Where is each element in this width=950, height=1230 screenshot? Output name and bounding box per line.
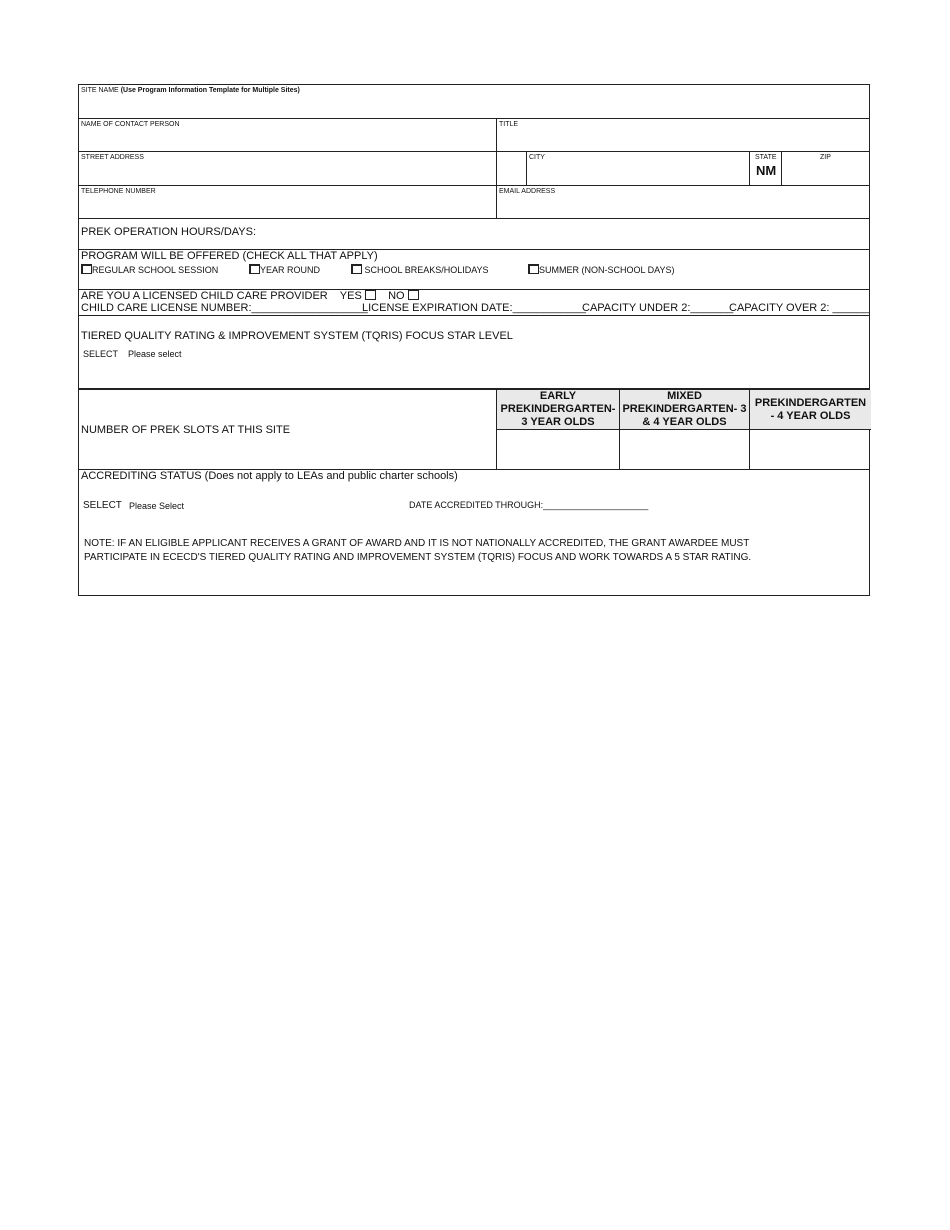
state-field[interactable] bbox=[749, 152, 782, 185]
licensed-yes-checkbox[interactable] bbox=[365, 290, 376, 300]
accreditation-note-line-2: PARTICIPATE IN ECECD'S TIERED QUALITY RATING AND IMPROVEMENT SYSTEM (TQRIS) FOCUS AND WORK TOWARDS A 5 STAR RATING. bbox=[84, 552, 752, 563]
capacity-over-2-field[interactable]: CAPACITY OVER 2: ______ bbox=[729, 302, 870, 314]
date-accredited-field[interactable]: DATE ACCREDITED THROUGH:_____________________ bbox=[409, 500, 649, 510]
accreditation-note-line-1: NOTE: IF AN ELIGIBLE APPLICANT RECEIVES A GRANT OF AWARD AND IT IS NOT NATIONALLY ACCREDITED, THE GRANT AWARDEE MUST bbox=[84, 538, 750, 549]
accreditation-select-label: SELECT bbox=[83, 500, 122, 511]
licensed-provider-question: ARE YOU A LICENSED CHILD CARE PROVIDER YES NO bbox=[81, 290, 419, 302]
city-field[interactable] bbox=[526, 152, 749, 185]
prek-hours-label: PREK OPERATION HOURS/DAYS: bbox=[81, 226, 257, 238]
street-address-label: STREET ADDRESS bbox=[81, 154, 144, 161]
contact-name-field[interactable] bbox=[79, 119, 496, 151]
telephone-label: TELEPHONE NUMBER bbox=[81, 188, 156, 195]
address-spacer bbox=[496, 152, 526, 185]
telephone-field[interactable] bbox=[79, 186, 496, 218]
email-field[interactable] bbox=[496, 186, 871, 218]
mixed-prek-slots-input[interactable] bbox=[620, 430, 749, 469]
regular-session-checkbox[interactable] bbox=[81, 264, 92, 274]
licensed-no-checkbox[interactable] bbox=[408, 290, 419, 300]
tqris-select[interactable]: Please select bbox=[128, 349, 182, 359]
year-round-checkbox[interactable] bbox=[249, 264, 260, 274]
state-label: STATE bbox=[755, 154, 777, 161]
title-label: TITLE bbox=[499, 121, 519, 128]
slots-early-prek-column bbox=[496, 390, 619, 469]
slots-prek-4-column bbox=[749, 390, 871, 469]
title-field[interactable] bbox=[496, 119, 871, 151]
prek-slots-section bbox=[79, 390, 869, 470]
contact-name-label: NAME OF CONTACT PERSON bbox=[81, 121, 180, 128]
license-expiration-field[interactable]: LICENSE EXPIRATION DATE:____________ bbox=[362, 302, 586, 314]
prek-slots-label-cell bbox=[79, 390, 496, 469]
street-address-field[interactable] bbox=[79, 152, 496, 185]
tqris-label: TIERED QUALITY RATING & IMPROVEMENT SYSTEM (TQRIS) FOCUS STAR LEVEL bbox=[81, 330, 513, 342]
program-offered-label: PROGRAM WILL BE OFFERED (CHECK ALL THAT APPLY) bbox=[81, 250, 378, 262]
early-prek-header: EARLY PREKINDERGARTEN- 3 YEAR OLDS bbox=[497, 390, 619, 430]
prek-4-slots-input[interactable] bbox=[750, 430, 871, 469]
accreditation-select[interactable]: Please Select bbox=[129, 501, 185, 511]
site-name-field[interactable] bbox=[79, 85, 869, 119]
city-label: CITY bbox=[529, 154, 545, 161]
program-information-form bbox=[78, 84, 870, 596]
prek-4-header: PREKINDERGARTEN - 4 YEAR OLDS bbox=[750, 390, 871, 430]
tqris-select-label: SELECT bbox=[83, 349, 119, 359]
accrediting-status-label: ACCREDITING STATUS (Does not apply to LEAs and public charter schools) bbox=[81, 470, 458, 482]
zip-field[interactable] bbox=[782, 152, 871, 185]
email-label: EMAIL ADDRESS bbox=[499, 188, 556, 195]
accreditation-section bbox=[79, 470, 869, 596]
prek-slots-label: NUMBER OF PREK SLOTS AT THIS SITE bbox=[81, 424, 291, 436]
option-school-breaks[interactable]: SCHOOL BREAKS/HOLIDAYS bbox=[351, 264, 489, 275]
tqris-section bbox=[79, 316, 869, 390]
school-breaks-checkbox[interactable] bbox=[351, 264, 362, 274]
early-prek-slots-input[interactable] bbox=[497, 430, 619, 469]
option-year-round[interactable]: YEAR ROUND bbox=[249, 264, 320, 275]
capacity-under-2-field[interactable]: CAPACITY UNDER 2:_______ bbox=[582, 302, 734, 314]
license-section bbox=[79, 290, 869, 316]
summer-checkbox[interactable] bbox=[528, 264, 539, 274]
program-offered-section bbox=[79, 250, 869, 290]
option-regular-school-session[interactable]: REGULAR SCHOOL SESSION bbox=[81, 264, 218, 275]
prek-hours-field[interactable] bbox=[79, 219, 869, 250]
license-number-field[interactable]: CHILD CARE LICENSE NUMBER:___________________ bbox=[81, 302, 368, 314]
slots-mixed-prek-column bbox=[619, 390, 749, 469]
site-name-label: SITE NAME (Use Program Information Template for Multiple Sites) bbox=[81, 87, 300, 94]
zip-label: ZIP bbox=[820, 154, 831, 161]
option-summer[interactable]: SUMMER (NON-SCHOOL DAYS) bbox=[528, 264, 675, 275]
mixed-prek-header: MIXED PREKINDERGARTEN- 3 & 4 YEAR OLDS bbox=[620, 390, 749, 430]
state-value: NM bbox=[756, 163, 777, 178]
